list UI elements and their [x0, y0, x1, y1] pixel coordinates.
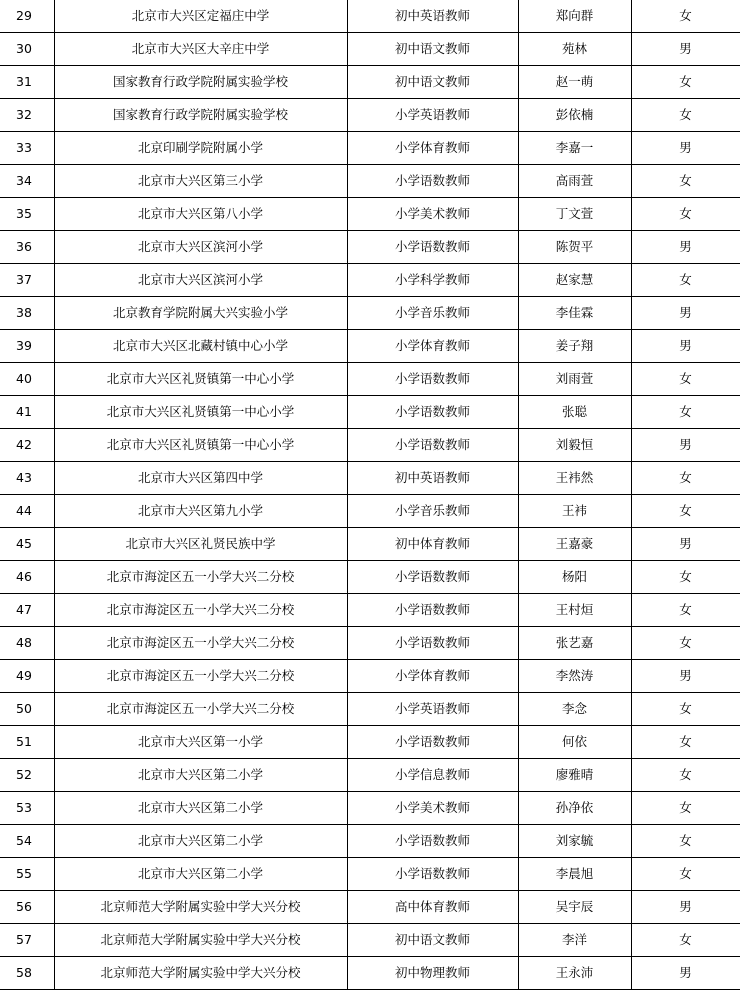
cell-school: 北京市大兴区第四中学: [54, 462, 347, 495]
cell-position: 小学语数教师: [347, 165, 518, 198]
cell-number: 53: [0, 792, 54, 825]
cell-number: 57: [0, 924, 54, 957]
table-row: [0, 759, 740, 792]
cell-name: 李佳霖: [518, 297, 631, 330]
cell-position: 小学语数教师: [347, 561, 518, 594]
cell-school: 北京市大兴区第二小学: [54, 858, 347, 891]
cell-gender: 女: [631, 627, 740, 660]
table-row: [0, 132, 740, 165]
table-row: [0, 429, 740, 462]
table-row: [0, 33, 740, 66]
cell-position: 小学语数教师: [347, 825, 518, 858]
cell-number: 34: [0, 165, 54, 198]
table-row: [0, 891, 740, 924]
cell-position: 高中体育教师: [347, 891, 518, 924]
cell-position: 小学语数教师: [347, 363, 518, 396]
cell-name: 赵一萌: [518, 66, 631, 99]
cell-name: 刘家毓: [518, 825, 631, 858]
cell-name: 彭依楠: [518, 99, 631, 132]
cell-name: 李晨旭: [518, 858, 631, 891]
cell-gender: 女: [631, 561, 740, 594]
cell-school: 北京市大兴区滨河小学: [54, 264, 347, 297]
cell-name: 张聪: [518, 396, 631, 429]
cell-number: 38: [0, 297, 54, 330]
cell-gender: 男: [631, 891, 740, 924]
cell-position: 小学信息教师: [347, 759, 518, 792]
cell-gender: 女: [631, 924, 740, 957]
table-row: [0, 792, 740, 825]
cell-name: 李然涛: [518, 660, 631, 693]
cell-position: 小学语数教师: [347, 627, 518, 660]
cell-school: 北京市大兴区第一小学: [54, 726, 347, 759]
cell-gender: 女: [631, 396, 740, 429]
cell-name: 苑林: [518, 33, 631, 66]
cell-gender: 女: [631, 594, 740, 627]
cell-name: 李念: [518, 693, 631, 726]
cell-school: 北京市大兴区礼贤镇第一中心小学: [54, 429, 347, 462]
cell-number: 37: [0, 264, 54, 297]
cell-position: 初中语文教师: [347, 924, 518, 957]
cell-position: 小学英语教师: [347, 99, 518, 132]
table-row: [0, 165, 740, 198]
cell-position: 小学音乐教师: [347, 495, 518, 528]
cell-number: 45: [0, 528, 54, 561]
cell-number: 35: [0, 198, 54, 231]
cell-gender: 男: [631, 528, 740, 561]
cell-gender: 女: [631, 165, 740, 198]
table-row: [0, 726, 740, 759]
cell-school: 北京市海淀区五一小学大兴二分校: [54, 561, 347, 594]
cell-name: 高雨萱: [518, 165, 631, 198]
cell-position: 小学英语教师: [347, 693, 518, 726]
cell-gender: 女: [631, 693, 740, 726]
cell-number: 39: [0, 330, 54, 363]
cell-gender: 男: [631, 330, 740, 363]
cell-gender: 女: [631, 759, 740, 792]
cell-number: 42: [0, 429, 54, 462]
cell-school: 北京市大兴区第八小学: [54, 198, 347, 231]
cell-school: 北京市大兴区大辛庄中学: [54, 33, 347, 66]
cell-name: 陈贺平: [518, 231, 631, 264]
table-row: [0, 462, 740, 495]
cell-number: 43: [0, 462, 54, 495]
table-row: [0, 99, 740, 132]
cell-name: 廖雅晴: [518, 759, 631, 792]
cell-school: 北京市大兴区第二小学: [54, 792, 347, 825]
cell-number: 54: [0, 825, 54, 858]
cell-number: 46: [0, 561, 54, 594]
table-row: [0, 957, 740, 990]
cell-gender: 男: [631, 132, 740, 165]
cell-school: 国家教育行政学院附属实验学校: [54, 99, 347, 132]
cell-gender: 女: [631, 0, 740, 33]
table-row: [0, 0, 740, 33]
table-row: [0, 264, 740, 297]
cell-gender: 男: [631, 957, 740, 990]
cell-school: 北京市海淀区五一小学大兴二分校: [54, 693, 347, 726]
cell-position: 小学音乐教师: [347, 297, 518, 330]
cell-school: 北京市大兴区定福庄中学: [54, 0, 347, 33]
cell-gender: 女: [631, 363, 740, 396]
cell-gender: 男: [631, 33, 740, 66]
cell-number: 30: [0, 33, 54, 66]
cell-school: 北京市大兴区第三小学: [54, 165, 347, 198]
cell-position: 小学语数教师: [347, 726, 518, 759]
cell-name: 吴宇辰: [518, 891, 631, 924]
table-row: [0, 198, 740, 231]
cell-number: 31: [0, 66, 54, 99]
table-row: [0, 66, 740, 99]
cell-gender: 男: [631, 297, 740, 330]
cell-number: 32: [0, 99, 54, 132]
cell-name: 王袆然: [518, 462, 631, 495]
cell-name: 何依: [518, 726, 631, 759]
cell-school: 北京市大兴区第九小学: [54, 495, 347, 528]
cell-name: 刘毅恒: [518, 429, 631, 462]
cell-school: 北京市大兴区礼贤镇第一中心小学: [54, 396, 347, 429]
cell-gender: 女: [631, 495, 740, 528]
cell-name: 王嘉豪: [518, 528, 631, 561]
cell-school: 北京市大兴区滨河小学: [54, 231, 347, 264]
table-row: [0, 231, 740, 264]
cell-number: 33: [0, 132, 54, 165]
cell-school: 北京市海淀区五一小学大兴二分校: [54, 660, 347, 693]
cell-position: 小学语数教师: [347, 231, 518, 264]
cell-gender: 女: [631, 198, 740, 231]
cell-name: 王村烜: [518, 594, 631, 627]
cell-number: 36: [0, 231, 54, 264]
cell-position: 小学美术教师: [347, 198, 518, 231]
cell-school: 国家教育行政学院附属实验学校: [54, 66, 347, 99]
cell-gender: 女: [631, 726, 740, 759]
cell-school: 北京市大兴区礼贤镇第一中心小学: [54, 363, 347, 396]
cell-gender: 女: [631, 264, 740, 297]
cell-number: 55: [0, 858, 54, 891]
cell-position: 初中英语教师: [347, 0, 518, 33]
cell-position: 小学体育教师: [347, 660, 518, 693]
cell-name: 丁文萱: [518, 198, 631, 231]
cell-name: 李嘉一: [518, 132, 631, 165]
cell-name: 李洋: [518, 924, 631, 957]
cell-name: 杨阳: [518, 561, 631, 594]
cell-name: 郑向群: [518, 0, 631, 33]
cell-position: 初中体育教师: [347, 528, 518, 561]
table-row: [0, 825, 740, 858]
table-row: [0, 627, 740, 660]
cell-school: 北京印刷学院附属小学: [54, 132, 347, 165]
cell-number: 48: [0, 627, 54, 660]
table-row: [0, 561, 740, 594]
table-row: [0, 363, 740, 396]
cell-school: 北京市大兴区礼贤民族中学: [54, 528, 347, 561]
table-row: [0, 594, 740, 627]
cell-number: 44: [0, 495, 54, 528]
cell-position: 初中英语教师: [347, 462, 518, 495]
cell-position: 小学体育教师: [347, 330, 518, 363]
cell-position: 小学语数教师: [347, 858, 518, 891]
table-row: [0, 858, 740, 891]
table-row: [0, 495, 740, 528]
cell-position: 小学体育教师: [347, 132, 518, 165]
cell-position: 小学语数教师: [347, 594, 518, 627]
cell-gender: 女: [631, 825, 740, 858]
cell-position: 初中语文教师: [347, 66, 518, 99]
cell-gender: 男: [631, 429, 740, 462]
cell-number: 47: [0, 594, 54, 627]
cell-name: 刘雨萱: [518, 363, 631, 396]
table-row: [0, 396, 740, 429]
table-row: [0, 528, 740, 561]
cell-school: 北京师范大学附属实验中学大兴分校: [54, 891, 347, 924]
cell-gender: 女: [631, 66, 740, 99]
cell-school: 北京市大兴区北藏村镇中心小学: [54, 330, 347, 363]
table-row: [0, 924, 740, 957]
cell-school: 北京市海淀区五一小学大兴二分校: [54, 594, 347, 627]
cell-number: 49: [0, 660, 54, 693]
table-row: [0, 297, 740, 330]
cell-school: 北京市海淀区五一小学大兴二分校: [54, 627, 347, 660]
cell-number: 51: [0, 726, 54, 759]
cell-school: 北京师范大学附属实验中学大兴分校: [54, 924, 347, 957]
table-row: [0, 660, 740, 693]
table-row: [0, 693, 740, 726]
cell-gender: 男: [631, 231, 740, 264]
cell-number: 50: [0, 693, 54, 726]
cell-school: 北京市大兴区第二小学: [54, 759, 347, 792]
cell-number: 56: [0, 891, 54, 924]
cell-position: 小学语数教师: [347, 396, 518, 429]
cell-school: 北京教育学院附属大兴实验小学: [54, 297, 347, 330]
cell-name: 赵家慧: [518, 264, 631, 297]
cell-name: 王永沛: [518, 957, 631, 990]
cell-position: 初中语文教师: [347, 33, 518, 66]
cell-school: 北京师范大学附属实验中学大兴分校: [54, 957, 347, 990]
cell-number: 52: [0, 759, 54, 792]
cell-gender: 女: [631, 99, 740, 132]
cell-name: 孙净依: [518, 792, 631, 825]
cell-gender: 女: [631, 462, 740, 495]
cell-name: 张艺嘉: [518, 627, 631, 660]
cell-number: 40: [0, 363, 54, 396]
cell-school: 北京市大兴区第二小学: [54, 825, 347, 858]
cell-gender: 男: [631, 660, 740, 693]
cell-number: 41: [0, 396, 54, 429]
cell-position: 小学美术教师: [347, 792, 518, 825]
cell-name: 王袆: [518, 495, 631, 528]
cell-number: 58: [0, 957, 54, 990]
cell-number: 29: [0, 0, 54, 33]
cell-position: 小学科学教师: [347, 264, 518, 297]
cell-position: 初中物理教师: [347, 957, 518, 990]
cell-gender: 女: [631, 858, 740, 891]
cell-name: 姜子翔: [518, 330, 631, 363]
table-row: [0, 330, 740, 363]
cell-position: 小学语数教师: [347, 429, 518, 462]
cell-gender: 女: [631, 792, 740, 825]
